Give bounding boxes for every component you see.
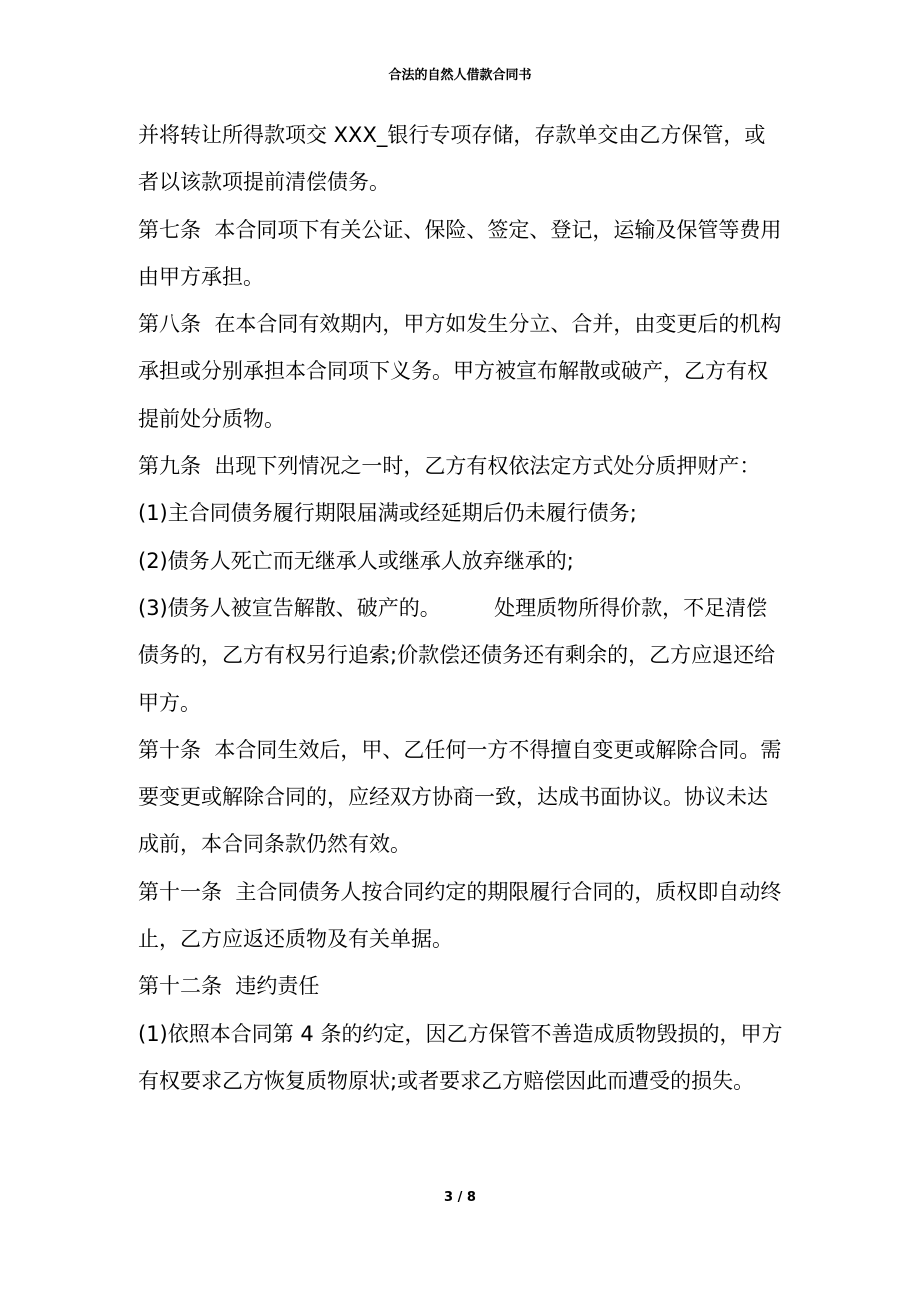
paragraph-article-10: 第十条 本合同生效后，甲、乙任何一方不得擅自变更或解除合同。需要变更或解除合同的，应经双方协商一致，达成书面协议。协议未达成前，本合同条款仍然有效。 (138, 737, 782, 857)
list-item-3: (3)债务人被宣告解散、破产的。 处理质物所得价款，不足清偿债务的，乙方有权另行追索;价款偿还债务还有剩余的，乙方应退还给甲方。 (138, 595, 776, 715)
list-item-2: (2)债务人死亡而无继承人或继承人放弃继承的; (138, 548, 574, 573)
document-body (138, 112, 783, 1105)
paragraph-article-11: 第十一条 主合同债务人按合同约定的期限履行合同的，质权即自动终止，乙方应返还质物及有关单据。 (138, 879, 782, 952)
paragraph-article-12-heading: 第十二条 违约责任 (138, 974, 320, 999)
page-number: 3 / 8 (444, 1190, 476, 1205)
paragraph-article-7: 第七条 本合同项下有关公证、保险、签定、登记，运输及保管等费用由甲方承担。 (138, 217, 782, 289)
page-header-title: 合法的自然人借款合同书 (388, 68, 532, 83)
paragraph-1: 并将转让所得款项交 XXX_银行专项存储，存款单交由乙方保管，或者以该款项提前清偿债务。 (138, 123, 766, 195)
paragraph-article-12-item-1: (1)依照本合同第 4 条的约定，因乙方保管不善造成质物毁损的，甲方有权要求乙方恢复质物原状;或者要求乙方赔偿因此而遭受的损失。 (138, 1021, 783, 1093)
paragraph-article-9: 第九条 出现下列情况之一时，乙方有权依法定方式处分质押财产： (138, 454, 761, 479)
list-item-1: (1)主合同债务履行期限届满或经延期后仍未履行债务; (138, 501, 637, 526)
paragraph-article-8: 第八条 在本合同有效期内，甲方如发生分立、合并，由变更后的机构承担或分别承担本合同项下义务。甲方被宣布解散或破产，乙方有权提前处分质物。 (138, 312, 782, 431)
